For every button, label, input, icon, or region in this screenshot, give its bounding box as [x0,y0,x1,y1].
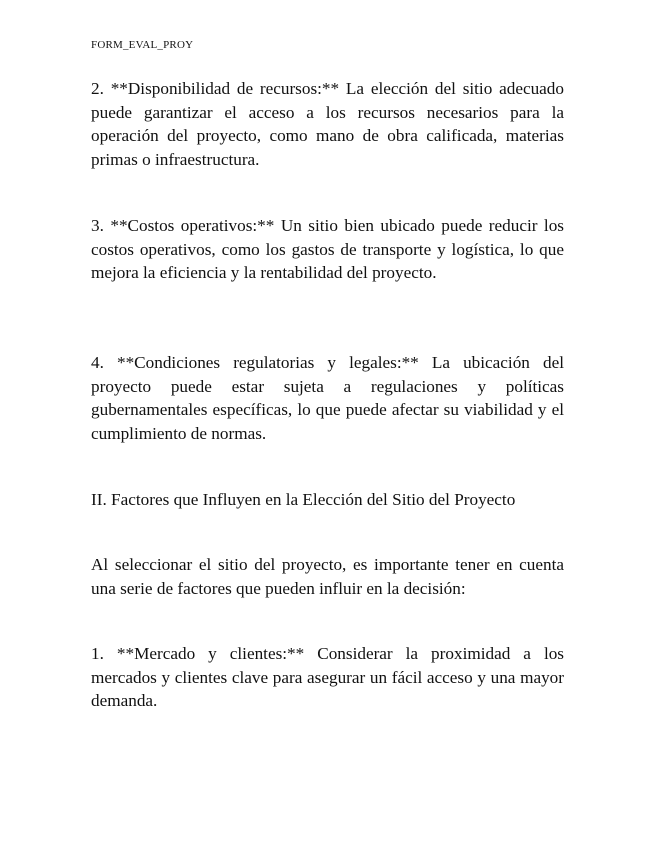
paragraph-disponibilidad-recursos: 2. **Disponibilidad de recursos:** La elección del sitio adecuado puede garantizar el acceso a los recursos necesarios para la operación del proyecto, como mano de obra calificada, materias primas o infraestructura. [91,79,564,169]
section-heading: II. Factores que Influyen en la Elección del Sitio del Proyecto [91,490,516,509]
form-code-header: FORM_EVAL_PROY [91,39,194,51]
paragraph-costos-operativos: 3. **Costos operativos:** Un sitio bien ubicado puede reducir los costos operativos, como los gastos de transporte y logística, lo que mejora la eficiencia y la rentabilidad del proyecto. [91,216,564,283]
paragraph-condiciones-regulatorias: 4. **Condiciones regulatorias y legales:** La ubicación del proyecto puede estar sujeta a regulaciones y políticas gubernamentales específicas, lo que puede afectar su viabilidad y el cumplimiento de normas. [91,353,564,443]
paragraph-mercado-clientes: 1. **Mercado y clientes:** Considerar la proximidad a los mercados y clientes clave para asegurar un fácil acceso y una mayor demanda. [91,644,564,711]
paragraph-intro: Al seleccionar el sitio del proyecto, es importante tener en cuenta una serie de factores que pueden influir en la decisión: [91,555,564,598]
